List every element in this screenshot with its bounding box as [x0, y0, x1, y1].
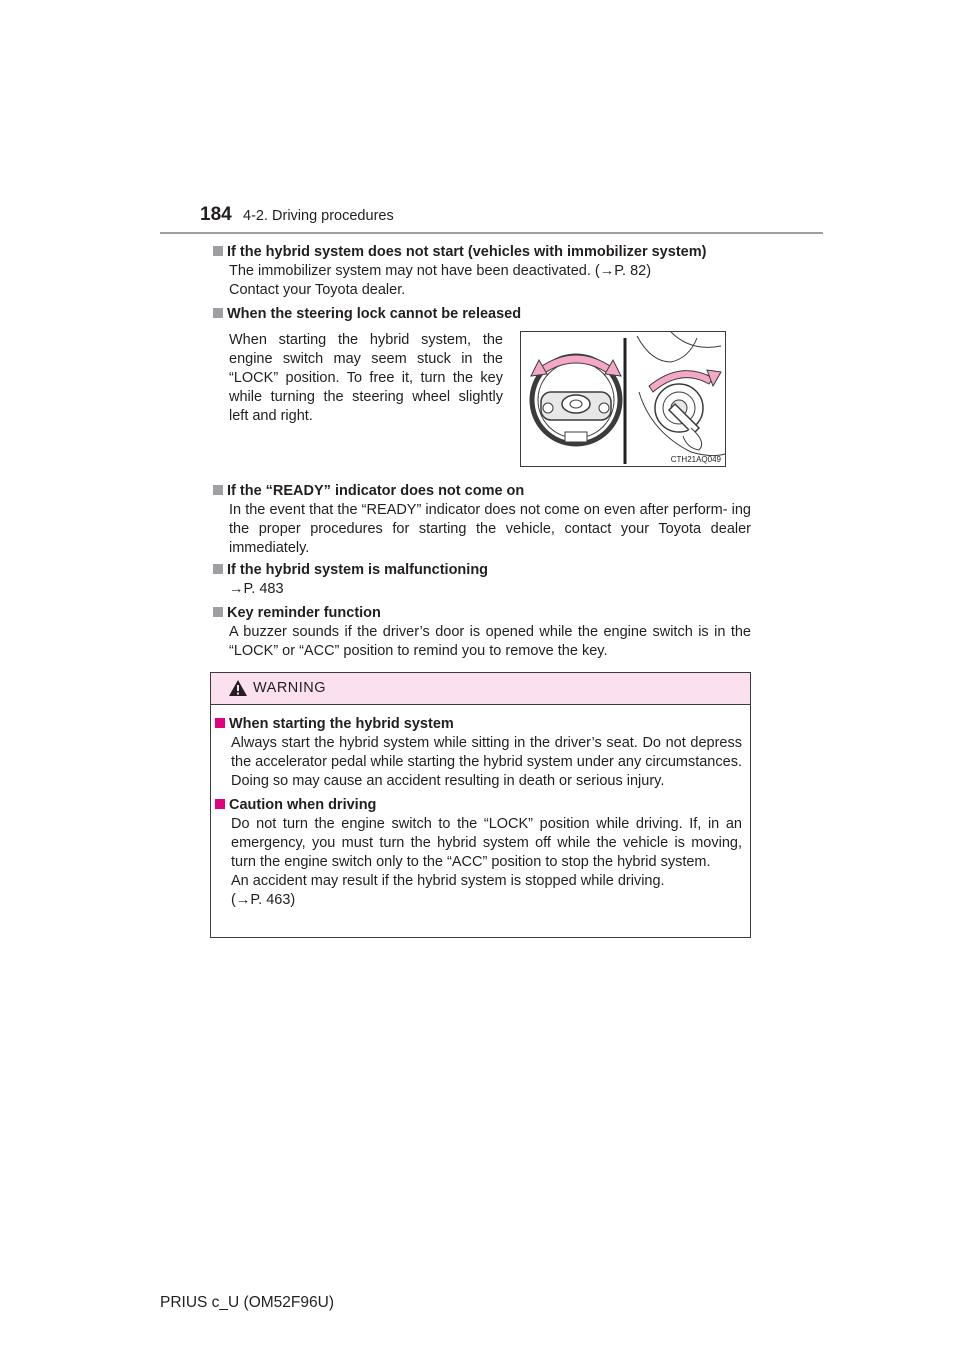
section-heading: If the hybrid system is malfunctioning	[227, 562, 489, 578]
section-text: In the event that the “READY” indicator does not come on even after perform- ing the proper procedures for starting the vehicle, contact your Toyota dealer immediately.	[229, 502, 751, 556]
warning-header	[211, 673, 750, 705]
heading-square-icon	[213, 308, 223, 318]
section-immobilizer	[213, 243, 751, 300]
steering-wheel-and-key-illustration	[521, 332, 726, 467]
heading-square-icon	[215, 718, 225, 728]
section-heading: If the “READY” indicator does not come on	[227, 483, 525, 499]
heading-square-icon	[213, 246, 223, 256]
heading-square-icon	[213, 607, 223, 617]
figure-code: CTH21AQ049	[670, 455, 721, 464]
footer-model: PRIUS c_U (OM52F96U)	[160, 1294, 334, 1311]
section-ready-indicator	[213, 482, 751, 558]
heading-square-icon	[215, 799, 225, 809]
warning-label: WARNING	[253, 680, 327, 696]
section-text: When starting the hybrid system, the engine switch may seem stuck in the “LOCK” position. To free it, turn the key while turning the steering wheel slightly left and right.	[229, 332, 503, 424]
warning-text: An accident may result if the hybrid system is stopped while driving.	[231, 873, 665, 889]
section-heading: Key reminder function	[227, 605, 381, 621]
warning-text: (→P. 463)	[231, 892, 296, 908]
warning-text: Doing so may cause an accident resulting in death or serious injury.	[231, 773, 665, 789]
section-heading: When the steering lock cannot be released	[227, 306, 522, 322]
header-rule	[160, 232, 823, 234]
section-steering-lock	[213, 305, 751, 324]
warning-triangle-icon	[228, 679, 248, 697]
warning-item	[215, 796, 742, 910]
section-text: Contact your Toyota dealer.	[229, 282, 406, 298]
heading-square-icon	[213, 564, 223, 574]
section-heading: If the hybrid system does not start (vehicles with immobilizer system)	[227, 244, 707, 260]
section-text: →P. 483	[229, 581, 284, 597]
heading-square-icon	[213, 485, 223, 495]
warning-text: Do not turn the engine switch to the “LOCK” position while driving. If, in an emergency, you must turn the hybrid system off while the vehicle is moving, turn the engine switch only to the “ACC” position to stop the hybrid system.	[231, 816, 742, 870]
warning-box	[210, 672, 751, 938]
warning-heading: When starting the hybrid system	[229, 716, 454, 732]
warning-text: Always start the hybrid system while sitting in the driver’s seat. Do not depress the accelerator pedal while starting the hybrid system under any circumstances.	[231, 735, 742, 770]
section-text: The immobilizer system may not have been deactivated. (→P. 82)	[229, 263, 652, 279]
warning-heading: Caution when driving	[229, 797, 377, 813]
section-text: A buzzer sounds if the driver’s door is opened while the engine switch is in the “LOCK” or “ACC” position to remind you to remove the key.	[229, 624, 751, 659]
section-key-reminder	[213, 604, 751, 661]
steering-lock-figure	[520, 331, 726, 467]
section-title: 4-2. Driving procedures	[243, 208, 394, 224]
section-malfunction	[213, 561, 751, 599]
warning-item	[215, 715, 742, 791]
page-number: 184	[200, 204, 232, 225]
